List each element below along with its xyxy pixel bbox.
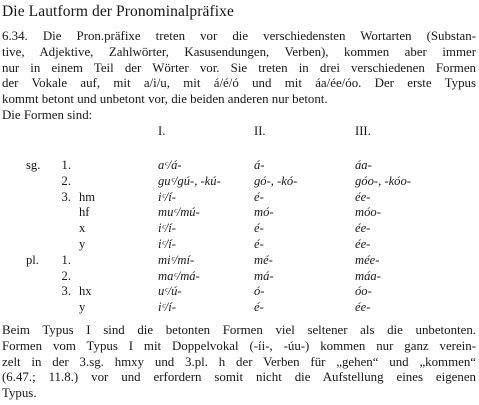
form-type-3: máa- bbox=[355, 268, 381, 283]
outro-line: Formen vom Typus I mit Doppelvokal (-íi-, -úu-) kommen nur ganz verein- bbox=[2, 338, 476, 353]
form-type-3: áa- bbox=[355, 158, 372, 172]
form-type-1: miᶜ/mí- bbox=[158, 252, 195, 267]
form-type-3: ée- bbox=[355, 221, 371, 236]
table-row bbox=[0, 174, 479, 190]
form-type-2: mé- bbox=[254, 252, 273, 267]
table-row bbox=[0, 190, 479, 206]
form-type-1: guᶜ/gú-, -kú- bbox=[158, 173, 221, 188]
intro-line: tive, Adjektive, Zahlwörter, Kasusendungen, Verben), kommen aber immer bbox=[2, 44, 476, 59]
gender-class-label: x bbox=[79, 221, 86, 236]
form-type-2: é- bbox=[254, 221, 264, 236]
form-type-3: móo- bbox=[355, 205, 381, 220]
form-type-2: ó- bbox=[254, 284, 265, 299]
form-type-1: iᶜ/í- bbox=[158, 189, 176, 204]
prefix-forms-table bbox=[0, 124, 479, 316]
table-row bbox=[0, 253, 479, 269]
form-type-1: maᶜ/má- bbox=[158, 268, 200, 283]
form-type-3: góo-, -kóo- bbox=[355, 173, 411, 188]
table-row bbox=[0, 284, 479, 300]
form-type-2: mó- bbox=[254, 205, 274, 220]
closing-paragraph bbox=[2, 323, 476, 402]
intro-line: nur in einem Teil der Wörter vor. Sie treten in drei verschiedenen Formen bbox=[2, 60, 476, 75]
intro-paragraph bbox=[2, 29, 476, 124]
table-row bbox=[0, 300, 479, 316]
table-row bbox=[0, 237, 479, 253]
column-header-type-2: II. bbox=[254, 124, 266, 138]
form-type-1: uᶜ/ú- bbox=[158, 284, 182, 299]
table-row bbox=[0, 205, 479, 221]
table-header-row bbox=[0, 124, 479, 158]
form-type-2: é- bbox=[254, 300, 264, 315]
form-type-1: iᶜ/í- bbox=[158, 300, 176, 315]
form-type-2: gó-, -kó- bbox=[254, 173, 298, 188]
person-label: 2. bbox=[61, 173, 71, 188]
form-type-2: é- bbox=[254, 189, 264, 204]
table-row bbox=[0, 269, 479, 285]
form-type-1: iᶜ/í- bbox=[158, 236, 176, 251]
gender-class-label: hm bbox=[79, 189, 96, 204]
person-label: 1. bbox=[61, 158, 71, 172]
outro-line: (6.47.; 11.8.) vor und erfordern somit nicht die Aufstellung eines eigenen bbox=[2, 370, 476, 385]
form-type-2: é- bbox=[254, 236, 264, 251]
outro-line: Beim Typus I sind die betonten Formen viel seltener als die unbetonten. bbox=[2, 323, 476, 337]
table-row bbox=[0, 221, 479, 237]
form-type-1: iᶜ/í- bbox=[158, 221, 176, 236]
form-type-3: ée- bbox=[355, 189, 371, 204]
form-type-3: mée- bbox=[355, 252, 380, 267]
form-type-2: má- bbox=[254, 268, 274, 283]
intro-line: Die Formen sind: bbox=[2, 107, 93, 122]
column-header-type-1: I. bbox=[158, 124, 166, 138]
form-type-3: ée- bbox=[355, 236, 371, 251]
intro-line: 6.34. Die Pron.präfixe treten vor die verschiedensten Wortarten (Substan- bbox=[2, 29, 476, 43]
gender-class-label: y bbox=[79, 300, 86, 315]
form-type-3: óo- bbox=[355, 284, 372, 299]
form-type-2: á- bbox=[254, 158, 265, 172]
form-type-1: muᶜ/mú- bbox=[158, 205, 200, 220]
form-type-1: aᶜ/á- bbox=[158, 158, 182, 172]
person-label: 3. bbox=[61, 284, 71, 299]
outro-line: Typus. bbox=[2, 386, 37, 401]
column-header-type-3: III. bbox=[355, 124, 371, 138]
gender-class-label: y bbox=[79, 236, 86, 251]
intro-line: kommt betont und unbetont vor, die beiden anderen nur betont. bbox=[2, 92, 328, 107]
gender-class-label: hx bbox=[79, 284, 92, 299]
gender-class-label: hf bbox=[79, 205, 90, 220]
person-label: 1. bbox=[61, 252, 71, 267]
table-row bbox=[0, 158, 479, 174]
form-type-3: ée- bbox=[355, 300, 371, 315]
intro-line: der Vokale auf, mit a/i/u, mit á/é/ó und mit áa/ée/óo. Der erste Typus bbox=[2, 76, 476, 91]
outro-line: zelt in der 3.sg. hmxy und 3.pl. h der Verben für „gehen“ und „kommen“ bbox=[2, 354, 476, 369]
person-label: 3. bbox=[61, 189, 71, 204]
person-label: 2. bbox=[61, 268, 71, 283]
table-body bbox=[0, 158, 479, 316]
number-label: pl. bbox=[26, 252, 39, 267]
number-label: sg. bbox=[26, 158, 41, 172]
section-heading: Die Lautform der Pronominalpräfixe bbox=[2, 3, 234, 20]
